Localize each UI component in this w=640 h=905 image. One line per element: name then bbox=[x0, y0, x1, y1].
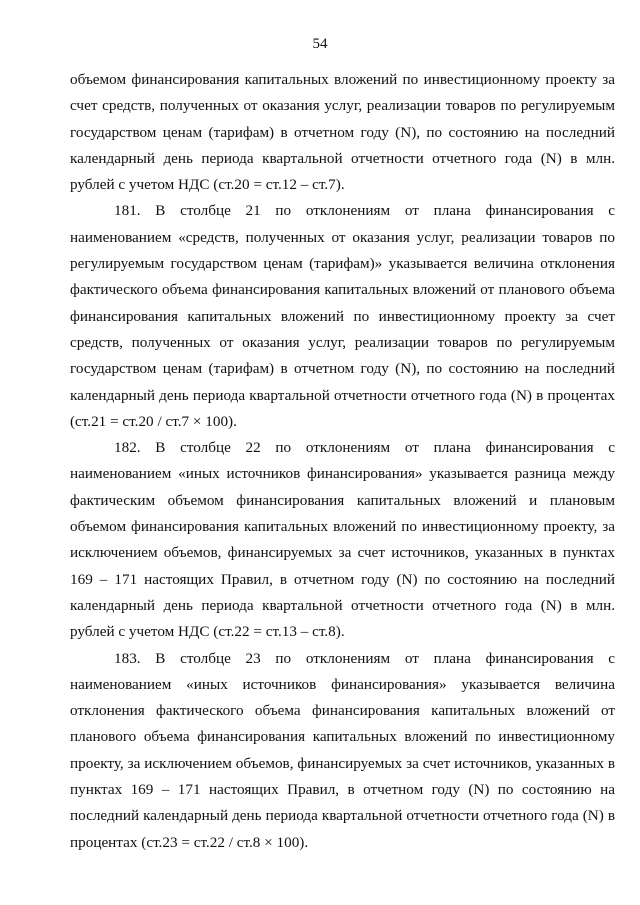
paragraph-183: 183. В столбце 23 по отклонениям от плана финансирования с наименованием «иных источников финансирования» указывается величина отклонения фактического объема финансирования капитальных вложений от планового объема финансирования капитальных вложений по инвестиционному проекту, за исключением объемов, финансируемых за счет источников, указанных в пунктах 169 – 171 настоящих Правил, в отчетном году (N) по состоянию на последний календарный день периода квартальной отчетности отчетного года (N) в процентах (ст.23 = ст.22 / ст.8 × 100). bbox=[70, 649, 615, 851]
paragraph-181: 181. В столбце 21 по отклонениям от плана финансирования с наименованием «средств, полученных от оказания услуг, реализации товаров по регулируемым государством ценам (тарифам)» указывается величина отклонения фактического объема финансирования капитальных вложений от планового объема финансирования капитальных вложений по инвестиционному проекту за счет средств, полученных от оказания услуг, реализации товаров по регулируемым государством ценам (тарифам) в отчетном году (N), по состоянию на последний календарный день периода квартальной отчетности отчетного года (N) в процентах (ст.21 = ст.20 / ст.7 × 100). bbox=[70, 202, 615, 430]
page-number: 54 bbox=[312, 36, 328, 52]
paragraph-continuation: объемом финансирования капитальных вложений по инвестиционному проекту за счет средств, полученных от оказания услуг, реализации товаров по регулируемым государством ценам (тарифам) в отчетном году (N), по состоянию на последний календарный день периода квартальной отчетности отчетного года (N) в млн. рублей с учетом НДС (ст.20 = ст.12 – ст.7). bbox=[70, 71, 615, 194]
paragraph-182: 182. В столбце 22 по отклонениям от плана финансирования с наименованием «иных источников финансирования» указывается разница между фактическим объемом финансирования капитальных вложений и плановым объемом финансирования капитальных вложений по инвестиционному проекту, за исключением объемов, финансируемых за счет источников, указанных в пунктах 169 – 171 настоящих Правил, в отчетном году (N) по состоянию на последний календарный день периода квартальной отчетности отчетного года (N) в млн. рублей с учетом НДС (ст.22 = ст.13 – ст.8). bbox=[70, 439, 615, 641]
document-body bbox=[70, 67, 615, 856]
